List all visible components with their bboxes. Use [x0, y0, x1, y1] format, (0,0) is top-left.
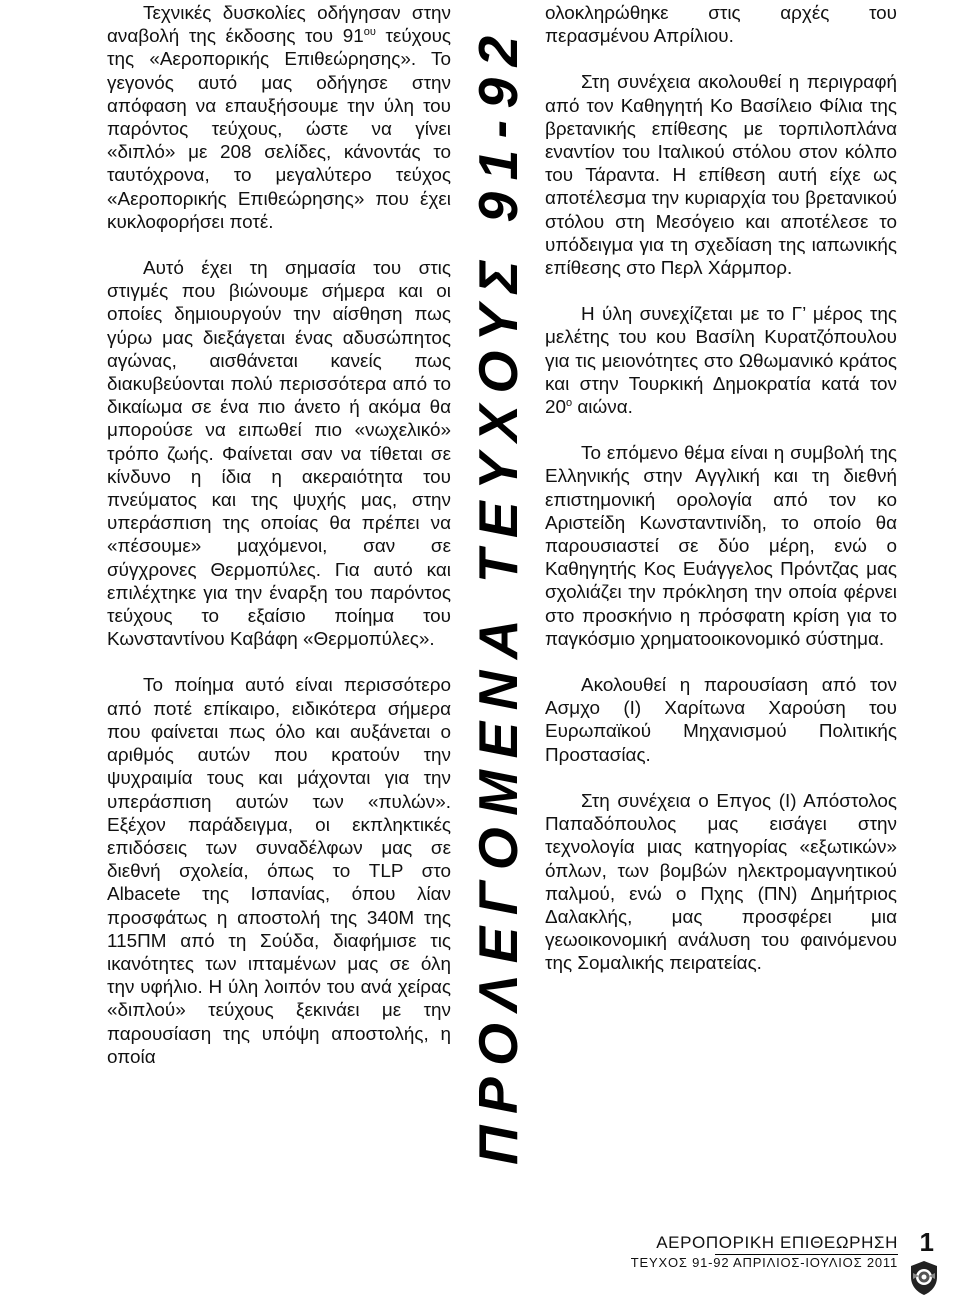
- paragraph: Στη συνέχεια ακολουθεί η περιγραφή από τον Καθηγητή Κο Βασίλειο Φίλια της βρετανικής επίθεσης με τορπιλοπλάνα εναντίον του Ιταλικού στόλου στον κόλπο του Τάραντα. Η επίθεση αυτή είχε ως αποτέλεσμα την κυριαρχία του βρετανικού στόλου στη Μεσόγειο και αποτέλεσε το υπόδειγμα για τη σχεδίαση της ιαπωνικής επίθεσης στο Περλ Χάρμπορ.: [545, 72, 897, 280]
- paragraph: Το επόμενο θέμα είναι η συμβολή της Ελληνικής στην Αγγλική και τη διεθνή επιστημονική ορολογία από τον κο Αριστείδη Κωνσταντινίδη, το οποίο θα παρουσιαστεί σε δύο μέρη, ενώ ο Καθηγητής Κος Ευάγγελος Πρόντζας μας σχολιάζει την πρόκληση την οποία φέρνει στο προσκήνιο η πρόσφατη κρίση για το παγκόσμιο χρηματοοικονομικό σύστημα.: [545, 443, 897, 650]
- ordinal-suffix: ο: [566, 397, 573, 410]
- paragraph: Αυτό έχει τη σημασία του στις στιγμές που βιώνουμε σήμερα και οι οποίες δημιουργούν την αίσθηση πως γύρω μας διεξάγεται ένας αδυσώπητος αγώνας, αισθάνεται κανείς πως διακυβεύονται πολύ περισσότερα από το δικαίωμα σε ένα πιο άνετο ή ακόμα θα μπορούσε να ειπωθεί πιο «νωχελικό» τρόπο ζωής. Φαίνεται σαν να τίθεται σε κίνδυνο η ίδια η ακεραιότητα του πνεύματος και της ψυχής μας, στην υπεράσπιση της οποίας θα πρέπει να «πέσουμε» μαχόμενοι, σαν σε σύγχρονες Θερμοπύλες. Για αυτό και επιλέχτηκε για την έναρξη του παρόντος τεύχους το εξαίσιο ποίημα του Κωνσταντίνου Καβάφη «Θερμοπύλες».: [107, 258, 451, 651]
- page-number: 1: [919, 1227, 934, 1257]
- left-column: [107, 2, 451, 1092]
- air-force-emblem-icon: [908, 1259, 940, 1297]
- century-number: 20: [545, 397, 567, 419]
- paragraph-text: Τεχνικές δυσκολίες οδήγησαν στην αναβολή της έκδοσης του: [107, 3, 451, 48]
- paragraph-text: Η ύλη συνεχίζεται με το Γ’ μέρος της μελέτης του κου Βασίλη Κυρατζόπουλου για τις μειονότητες στο Ωθωμανικό κράτος και στην Τουρκική Δημοκρατία κατά τον: [545, 304, 897, 395]
- vertical-section-title: ΠΡΟΛΕΓΟΜΕΝΑ ΤΕΥΧΟΥΣ 91-92: [467, 24, 529, 1165]
- issue-info: ΤΕΥΧΟΣ 91-92 ΑΠΡΙΛΙΟΣ-ΙΟΥΛΙΟΣ 2011: [630, 1255, 898, 1270]
- paragraph: [545, 303, 897, 419]
- paragraph-text: τεύχους της «Αεροπορικής Επιθεώρησης». Το γεγονός αυτό μας οδήγησε στην απόφαση να επαυξήσουμε την ύλη του παρόντος τεύχους, ώστε να γίνει «διπλό» με 208 σελίδες, κάνοντάς το ταυτόχρονα, το μεγαλύτερο τεύχος «Αεροπορικής Επιθεώρησης» που έχει κυκλοφορήσει ποτέ.: [107, 26, 452, 233]
- page-footer: [540, 1225, 960, 1315]
- ordinal-suffix: ου: [363, 26, 376, 39]
- right-column: [545, 2, 897, 999]
- paragraph: Το ποίημα αυτό είναι περισσότερο από ποτέ επίκαιρο, ειδικότερα σήμερα που φαίνεται πως όλο και αυξάνεται ο αριθμός αυτών που κρατούν την ψυχραιμία τους και μάχονται για την υπεράσπιση αυτών των «πυλών». Εξέχον παράδειγμα, οι εκπληκτικές επιδόσεις των συναδέλφων μας σε διεθνή σχολεία, όπως το TLP στο Albacete της Ισπανίας, όπου λίαν προσφάτως η αποστολή της 340Μ της 115ΠΜ από τη Σούδα, διαφήμισε τις ικανότητες των ιπταμένων μας σε όλη την υφήλιο. Η ύλη λοιπόν του ανά χείρας «διπλού» τεύχους ξεκινάει με την παρουσίαση της υπόψη αποστολής, η οποία: [107, 675, 451, 1068]
- paragraph-text: αιώνα.: [572, 397, 633, 419]
- paragraph: ολοκληρώθηκε στις αρχές του περασμένου Απρίλιου.: [545, 3, 897, 48]
- paragraph: [107, 2, 451, 234]
- publication-title: ΑΕΡΟΠΟΡΙΚΗ ΕΠΙΘΕΩΡΗΣΗ: [656, 1233, 898, 1252]
- paragraph: Στη συνέχεια ο Επγος (Ι) Απόστολος Παπαδόπουλος μας εισάγει στην τεχνολογία μιας κατηγορίας «εξωτικών» όπλων, των βομβών ηλεκτρομαγνητικού παλμού, ενώ ο Πχης (ΠΝ) Δημήτριος Δαλακλής, μας προσφέρει μια γεωοικονομική ανάλυση του φαινόμενου της Σομαλικής πειρατείας.: [545, 790, 897, 975]
- paragraph: Ακολουθεί η παρουσίαση από τον Ασμχο (Ι) Χαρίτωνα Χαρούση του Ευρωπαϊκού Μηχανισμού Πολιτικής Προστασίας.: [545, 675, 897, 766]
- issue-number: 91: [342, 26, 364, 48]
